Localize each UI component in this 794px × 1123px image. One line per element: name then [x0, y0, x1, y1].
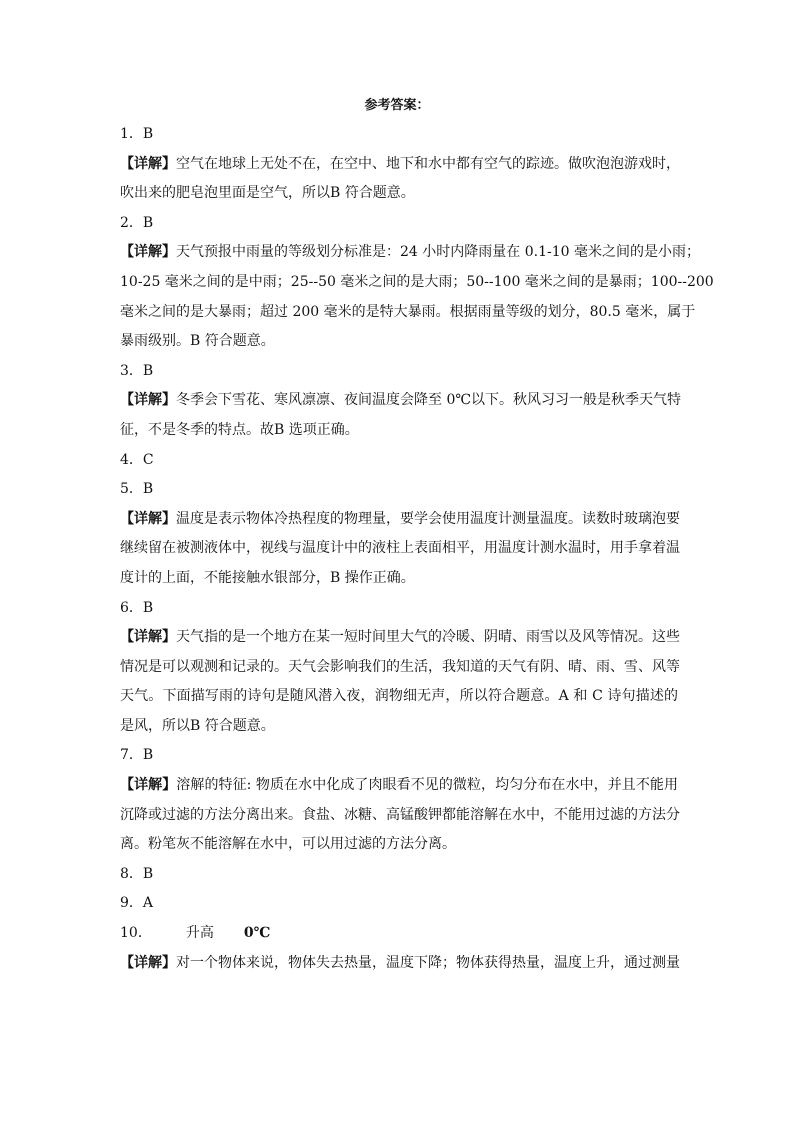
explanation-6-line-3: 天气。下面描写雨的诗句是随风潜入夜，润物细无声，所以符合题意。A 和 C 诗句描述的: [120, 688, 678, 705]
answer-8: 8．B: [120, 865, 154, 882]
answer-7: 7．B: [120, 747, 154, 764]
explanation-6-line-4: 是风，所以B 符合题意。: [120, 717, 275, 734]
explanation-7-line-3: 离。粉笔灰不能溶解在水中，可以用过滤的方法分离。: [120, 836, 456, 853]
explanation-5-line-3: 度计的上面，不能接触水银部分，B 操作正确。: [120, 569, 415, 586]
answer-2: 2．B: [120, 214, 154, 231]
explanation-3-line-2: 征，不是冬季的特点。故B 选项正确。: [120, 421, 359, 438]
explanation-5-line-1: 【详解】温度是表示物体冷热程度的物理量，要学会使用温度计测量温度。读数时玻璃泡要: [120, 510, 680, 527]
detail-label: 【详解】: [120, 155, 176, 172]
answer-4: 4．C: [120, 451, 154, 468]
explanation-2-line-2: 10-25 毫米之间的是中雨；25--50 毫米之间的是大雨；50--100 毫米之间的是暴雨；100--200: [120, 273, 714, 290]
answer-6: 6．B: [120, 599, 154, 616]
explanation-1-line-2: 吹出来的肥皂泡里面是空气，所以B 符合题意。: [120, 185, 415, 202]
explanation-6-line-1: 【详解】天气指的是一个地方在某一短时间里大气的冷暖、阴晴、雨雪以及风等情况。这些: [120, 629, 680, 646]
answer-3: 3．B: [120, 362, 154, 379]
detail-label: 【详解】: [120, 954, 176, 971]
page-title: 参考答案：: [364, 98, 430, 113]
explanation-3-line-1: 【详解】冬季会下雪花、寒风凛凛、夜间温度会降至 0℃以下。秋风习习一般是秋季天气特: [120, 392, 682, 409]
detail-label: 【详解】: [120, 777, 177, 794]
detail-label: 【详解】: [120, 244, 176, 261]
explanation-5-line-2: 继续留在被测液体中，视线与温度计中的液柱上表面相平，用温度计测水温时，用手拿着温: [120, 540, 680, 557]
explanation-2-line-1: 【详解】天气预报中雨量的等级划分标准是：24 小时内降雨量在 0.1-10 毫米之间的是小雨；: [120, 244, 700, 261]
answer-10-blank-2: 0℃: [243, 925, 271, 942]
explanation-2-line-4: 暴雨级别。B 符合题意。: [120, 333, 275, 350]
answer-list: [120, 120, 714, 978]
answer-1: 1．B: [120, 126, 154, 142]
explanation-2-line-3: 毫米之间的是大暴雨；超过 200 毫米的是特大暴雨。根据雨量等级的划分，80.5 毫米，属于: [120, 303, 696, 320]
explanation-7-line-1: 【详解】溶解的特征: 物质在水中化成了肉眼看不见的微粒，均匀分布在水中，并且不能用: [120, 777, 678, 794]
explanation-7-line-2: 沉降或过滤的方法分离出来。食盐、冰糖、高锰酸钾都能溶解在水中，不能用过滤的方法分: [120, 806, 680, 823]
detail-label: 【详解】: [120, 629, 176, 646]
answer-10: 10． 升高 0℃: [120, 925, 271, 942]
detail-label: 【详解】: [120, 510, 176, 527]
detail-label: 【详解】: [120, 392, 176, 409]
answer-9: 9．A: [120, 895, 154, 912]
answer-10-blank-1: 升高: [185, 925, 214, 942]
explanation-6-line-2: 情况是可以观测和记录的。天气会影响我们的生活，我知道的天气有阴、晴、雨、雪、风等: [120, 658, 680, 675]
answer-5: 5．B: [120, 481, 154, 498]
explanation-1-line-1: 【详解】空气在地球上无处不在，在空中、地下和水中都有空气的踪迹。做吹泡泡游戏时，: [120, 155, 680, 172]
explanation-10-line-1: 【详解】对一个物体来说，物体失去热量，温度下降；物体获得热量，温度上升，通过测量: [120, 954, 680, 971]
